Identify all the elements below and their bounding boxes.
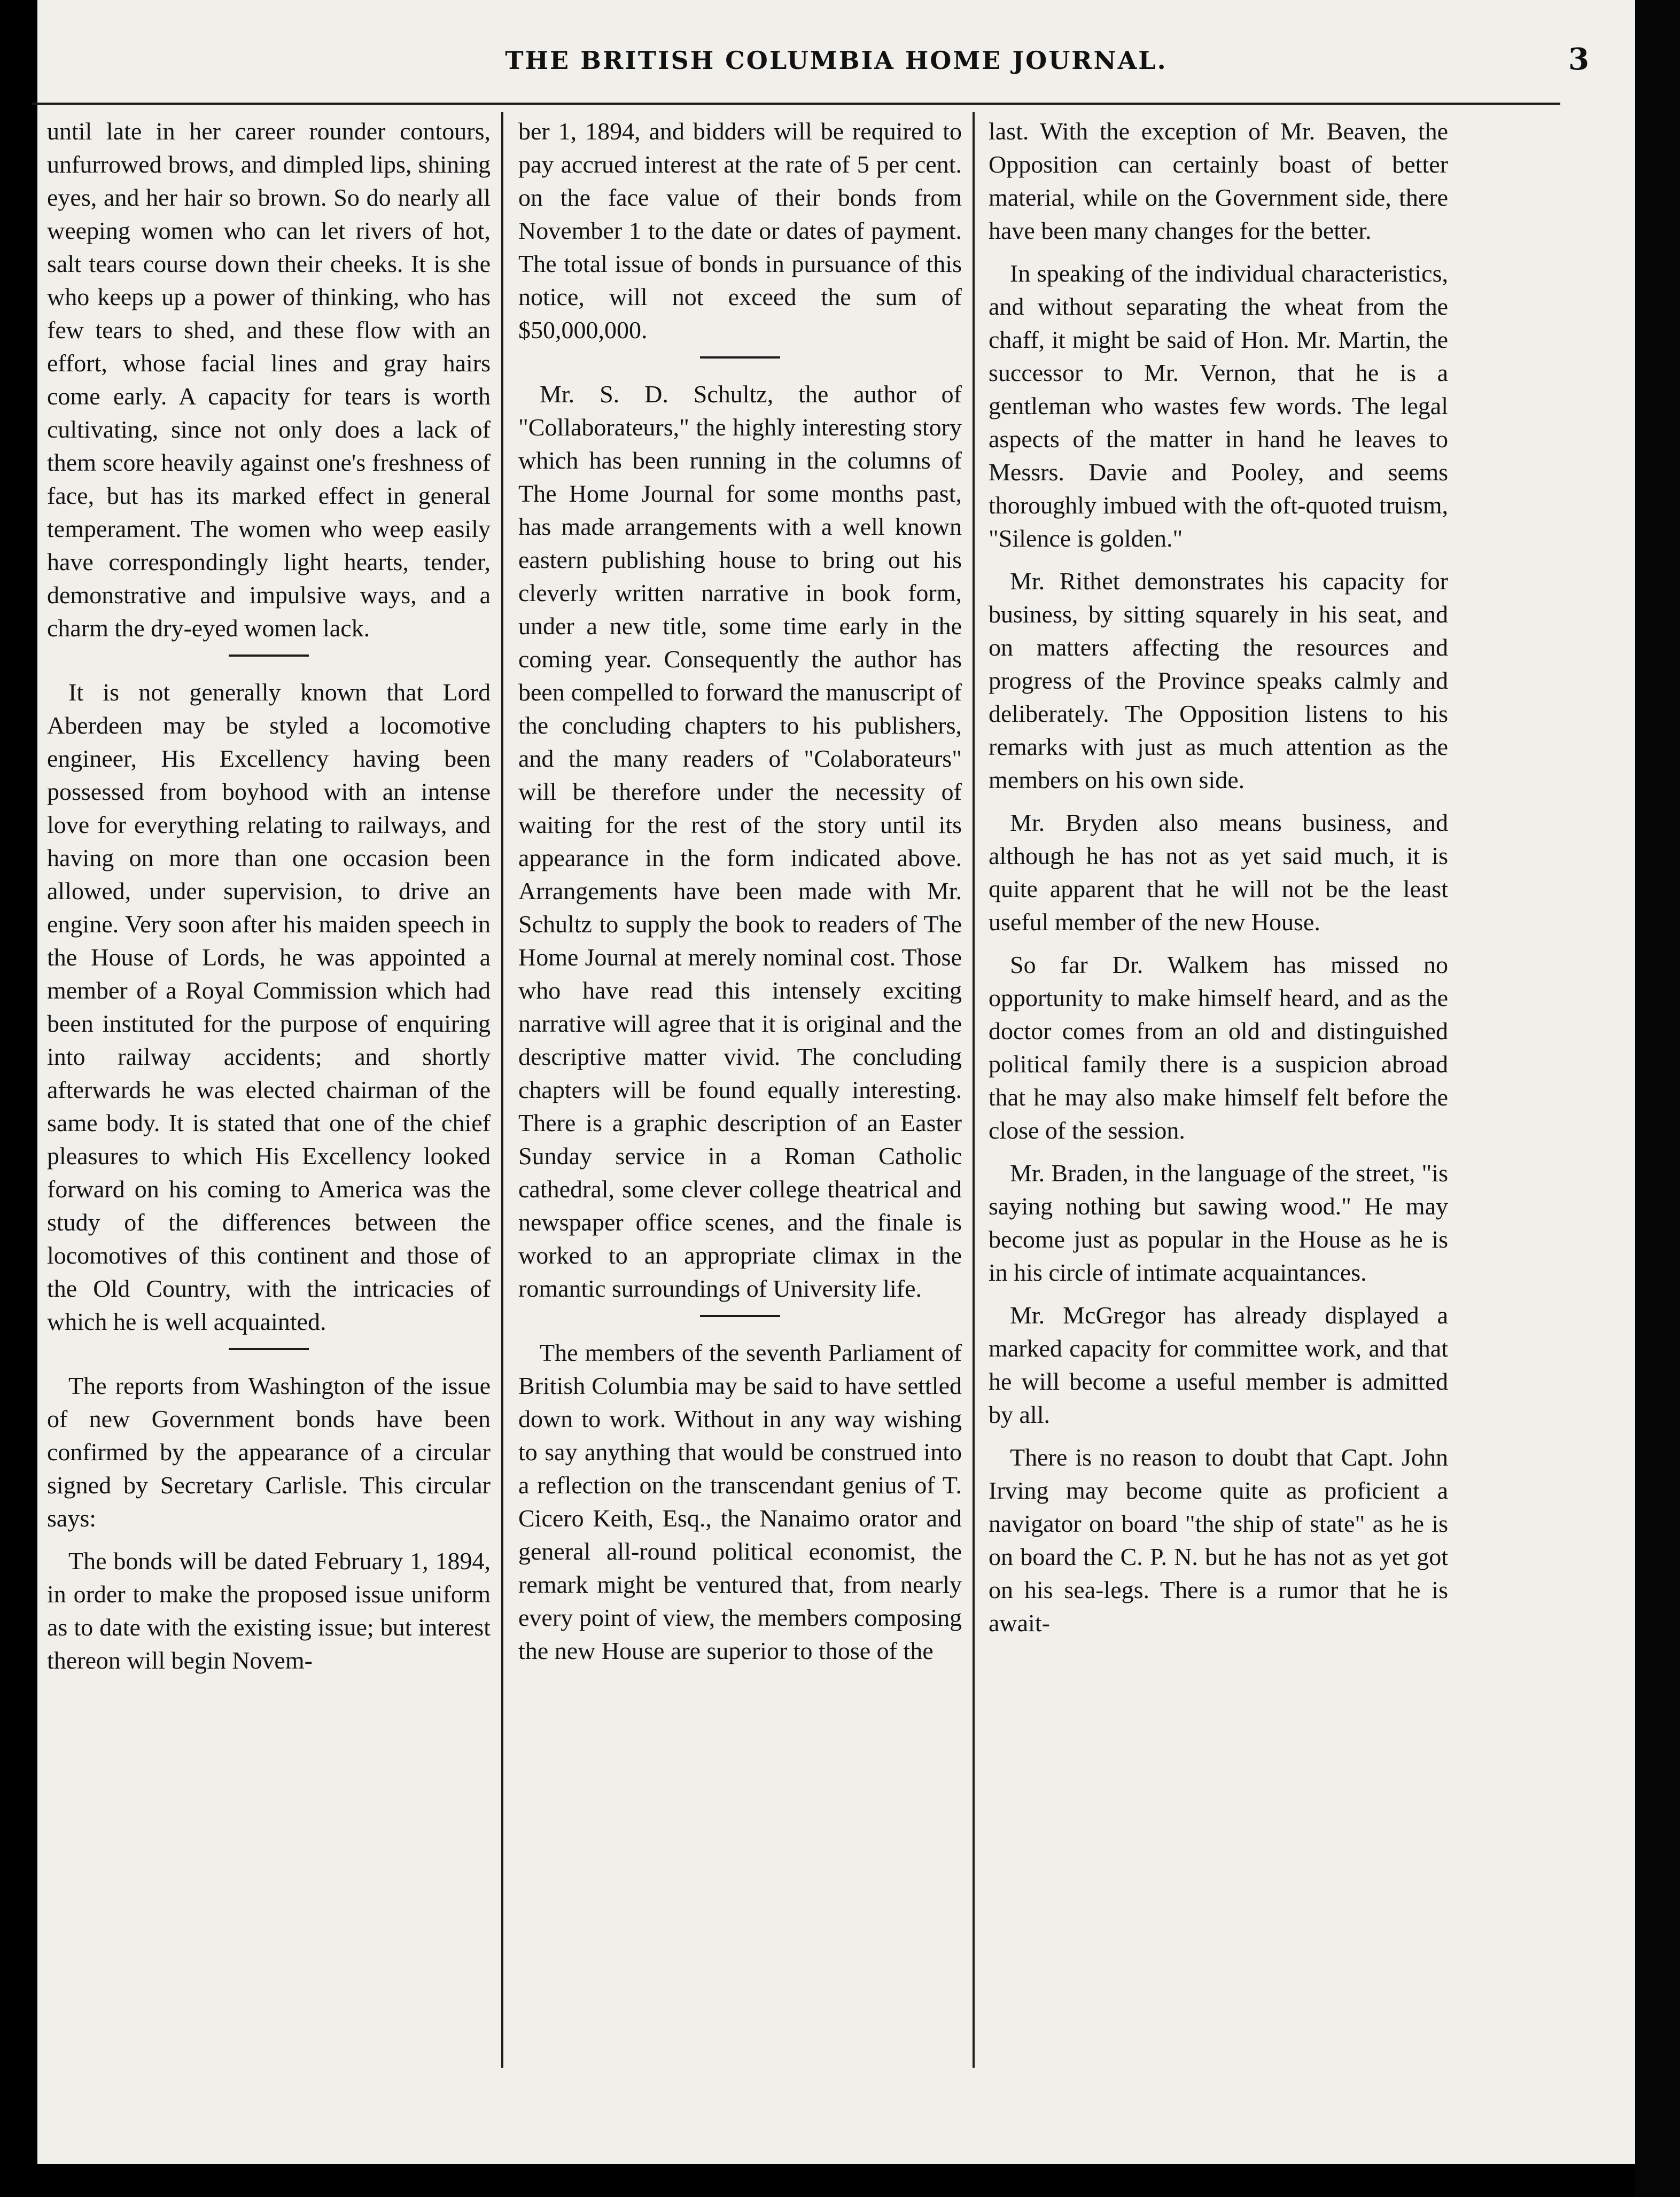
column-1 — [47, 115, 491, 2070]
column-3 — [989, 115, 1448, 2070]
scan-edge — [1635, 0, 1680, 2197]
article-separator — [229, 655, 309, 657]
paragraph: ber 1, 1894, and bidders will be required to pay accrued interest at the rate of 5 per cent. on the face value of their bonds from November 1 to the date or dates of payment. The total issue of bonds in pursuance of this notice, will not exceed the sum of $50,000,000. — [518, 118, 962, 344]
page-number: 3 — [1568, 42, 1589, 77]
article-separator — [700, 1315, 780, 1317]
article-separator — [229, 1348, 309, 1350]
paragraph: Mr. Rithet demonstrates his capacity for business, by sitting squarely in his seat, and on matters affecting the resources and progress of the Province speaks calmly and deliberately. The Opposition listens to his remarks with just as much attention as the members on his own side. — [989, 567, 1448, 793]
paragraph: There is no reason to doubt that Capt. John Irving may become quite as proficient a navigator on board "the ship of state" as he is on board the C. P. N. but he has not as yet got on his sea-legs. There is a rumor that he is await- — [989, 1444, 1448, 1637]
running-title: THE BRITISH COLUMBIA HOME JOURNAL. — [505, 46, 1168, 75]
paragraph: Mr. Bryden also means business, and although he has not as yet said much, it is quite apparent that he will not be the least useful member of the new House. — [989, 809, 1448, 936]
paragraph: Mr. McGregor has already displayed a marked capacity for committee work, and that he will become a useful member is admitted by all. — [989, 1302, 1448, 1428]
paragraph: until late in her career rounder contours, unfurrowed brows, and dimpled lips, shining eyes, and her hair so brown. So do nearly all weeping women who can let rivers of hot, salt tears course down their cheeks. It is she who keeps up a power of thinking, who has few tears to shed, and these flow with an effort, whose facial lines and gray hairs come early. A capacity for tears is worth cultivating, since not only does a lack of them score heavily against one's freshness of face, but has its marked effect in general temperament. The women who weep easily have correspondingly light hearts, tender, demonstrative and impulsive ways, and a charm the dry-eyed women lack. — [47, 118, 491, 642]
paragraph: The members of the seventh Parliament of British Columbia may be said to have settled down to work. Without in any way wishing to say anything that would be construed into a reflection on the transcendant genius of T. Cicero Keith, Esq., the Nanaimo orator and general all-round political economist, the remark might be ventured that, from nearly every point of view, the members composing the new House are superior to those of the — [518, 1339, 962, 1664]
column-2 — [518, 115, 962, 2070]
header-rule — [32, 103, 1560, 105]
page-header — [69, 42, 1603, 100]
column-divider — [973, 112, 975, 2068]
column-divider — [501, 112, 503, 2068]
paragraph: The bonds will be dated February 1, 1894, in order to make the proposed issue uniform as to date with the existing issue; but interest thereon will begin Novem- — [47, 1547, 491, 1674]
paragraph: The reports from Washington of the issue of new Government bonds have been confirmed by the appearance of a circular signed by Secretary Carlisle. This circular says: — [47, 1372, 491, 1532]
paragraph: last. With the exception of Mr. Beaven, the Opposition can certainly boast of better material, while on the Government side, there have been many changes for the better. — [989, 118, 1448, 244]
paragraph: Mr. S. D. Schultz, the author of "Collaborateurs," the highly interesting story which has been running in the columns of The Home Journal for some months past, has made arrangements with a well known eastern publishing house to bring out his cleverly written narrative in book form, under a new title, some time early in the coming year. Consequently the author has been compelled to forward the manuscript of the concluding chapters to his publishers, and the many readers of "Colaborateurs" will be therefore under the necessity of waiting for the rest of the story until its appearance in the form indicated above. Arrangements have been made with Mr. Schultz to supply the book to readers of The Home Journal at merely nominal cost. Those who have read this intensely exciting narrative will agree that it is original and the descriptive matter vivid. The concluding chapters will be found equally interesting. There is a graphic description of an Easter Sunday service in a Roman Catholic cathedral, some clever college theatrical and newspaper office scenes, and the finale is worked to an appropriate climax in the romantic surroundings of University life. — [518, 380, 962, 1302]
paragraph: Mr. Braden, in the language of the street, "is saying nothing but sawing wood." He may become just as popular in the House as he is in his circle of intimate acquaintances. — [989, 1159, 1448, 1286]
paragraph: In speaking of the individual characteristics, and without separating the wheat from the chaff, it might be said of Hon. Mr. Martin, the successor to Mr. Vernon, that he is a gentleman who wastes few words. The legal aspects of the matter in hand he leaves to Messrs. Davie and Pooley, and seems thoroughly imbued with the oft-quoted truism, "Silence is golden." — [989, 260, 1448, 552]
paragraph: So far Dr. Walkem has missed no opportunity to make himself heard, and as the doctor comes from an old and distinguished political family there is a suspicion abroad that he may also make himself felt before the close of the session. — [989, 951, 1448, 1144]
paragraph: It is not generally known that Lord Aberdeen may be styled a locomotive engineer, His Excellency having been possessed from boyhood with an intense love for everything relating to railways, and having on more than one occasion been allowed, under supervision, to drive an engine. Very soon after his maiden speech in the House of Lords, he was appointed a member of a Royal Commission which had been instituted for the purpose of enquiring into railway accidents; and shortly afterwards he was elected chairman of the same body. It is stated that one of the chief pleasures to which His Excellency looked forward on his coming to America was the study of the differences between the locomotives of this continent and those of the Old Country, with the intricacies of which he is well acquainted. — [47, 679, 491, 1335]
article-separator — [700, 356, 780, 359]
